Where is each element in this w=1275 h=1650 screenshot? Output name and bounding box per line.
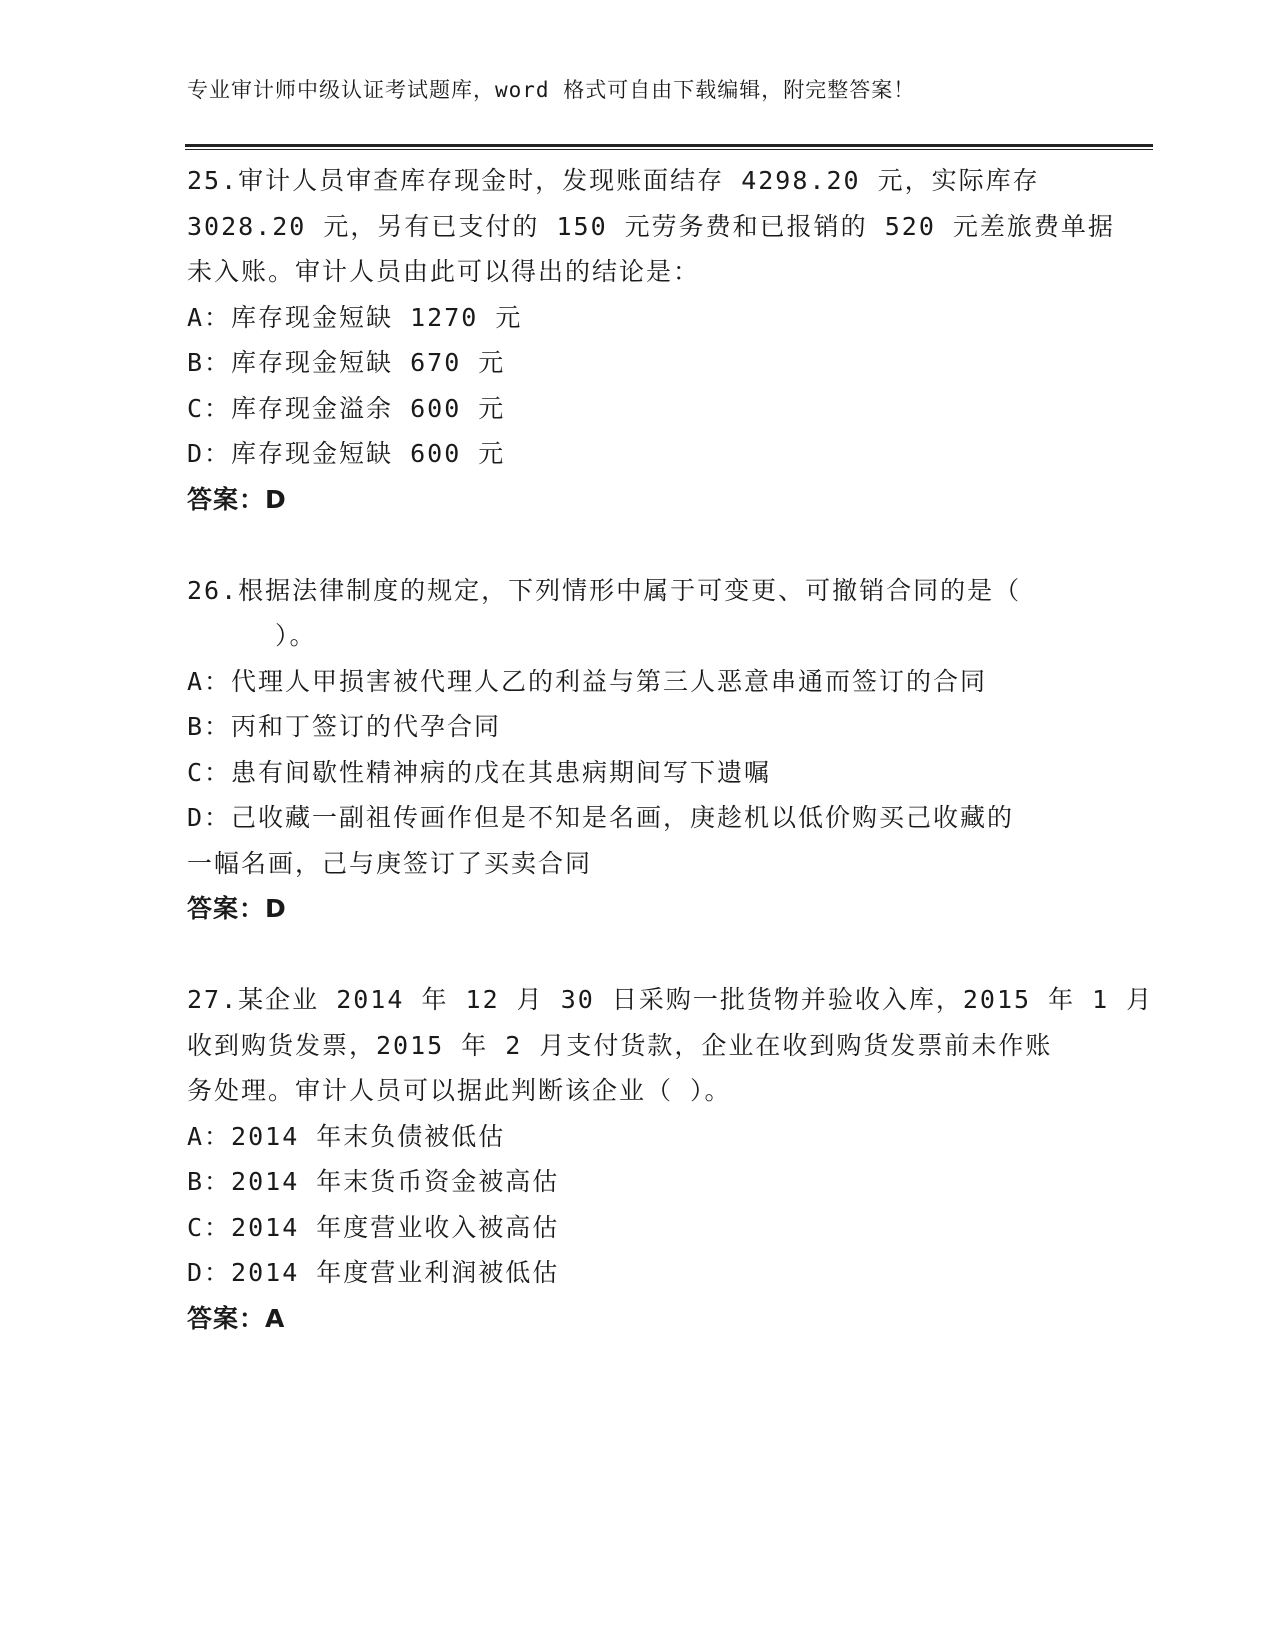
option-d-continued: 一幅名画，己与庚签订了买卖合同 — [187, 848, 593, 878]
question-stem-line: 收到购货发票，2015 年 2 月支付货款，企业在收到购货发票前未作账 — [187, 1030, 1053, 1060]
question-stem-line: ）。 — [275, 621, 317, 650]
option-b: B：库存现金短缺 670 元 — [187, 348, 506, 377]
answer: 答案：D — [187, 484, 287, 514]
header-divider — [185, 144, 1153, 150]
option-c: C：患有间歇性精神病的戊在其患病期间写下遗嘱 — [187, 757, 772, 787]
question-stem-line: 务处理。审计人员可以据此判断该企业（ ）。 — [187, 1076, 732, 1105]
option-b: B：丙和丁签订的代孕合同 — [187, 712, 502, 741]
question-26 — [187, 568, 1087, 932]
question-25 — [187, 158, 1115, 522]
answer: 答案：D — [187, 894, 287, 923]
option-c: C：库存现金溢余 600 元 — [187, 393, 506, 423]
question-list — [187, 158, 1154, 1341]
option-a: A：代理人甲损害被代理人乙的利益与第三人恶意串通而签订的合同 — [187, 666, 988, 696]
page-header: 专业审计师中级认证考试题库，word 格式可自由下载编辑，附完整答案！ — [187, 78, 916, 102]
option-d: D：己收藏一副祖传画作但是不知是名画，庚趁机以低价购买己收藏的 — [187, 803, 1015, 832]
question-stem-line: 27.某企业 2014 年 12 月 30 日采购一批货物并验收入库，2015 年 1 月 — [187, 985, 1154, 1014]
question-stem-line: 未入账。审计人员由此可以得出的结论是： — [187, 257, 701, 286]
answer: 答案：A — [187, 1303, 286, 1333]
option-a: A：库存现金短缺 1270 元 — [187, 302, 523, 332]
question-27 — [187, 977, 1154, 1341]
question-stem-line: 25.审计人员审查库存现金时，发现账面结存 4298.20 元，实际库存 — [187, 166, 1040, 195]
option-a: A：2014 年末负债被低估 — [187, 1121, 506, 1151]
option-c: C：2014 年度营业收入被高估 — [187, 1212, 560, 1242]
option-b: B：2014 年末货币资金被高估 — [187, 1167, 560, 1196]
question-stem-line: 26.根据法律制度的规定，下列情形中属于可变更、可撤销合同的是（ — [187, 575, 1022, 605]
spacer — [187, 932, 1087, 978]
option-d: D：库存现金短缺 600 元 — [187, 439, 506, 468]
question-stem-line: 3028.20 元，另有已支付的 150 元劳务费和已报销的 520 元差旅费单据 — [187, 211, 1115, 241]
spacer — [187, 522, 1087, 568]
option-d: D：2014 年度营业利润被低估 — [187, 1258, 560, 1287]
